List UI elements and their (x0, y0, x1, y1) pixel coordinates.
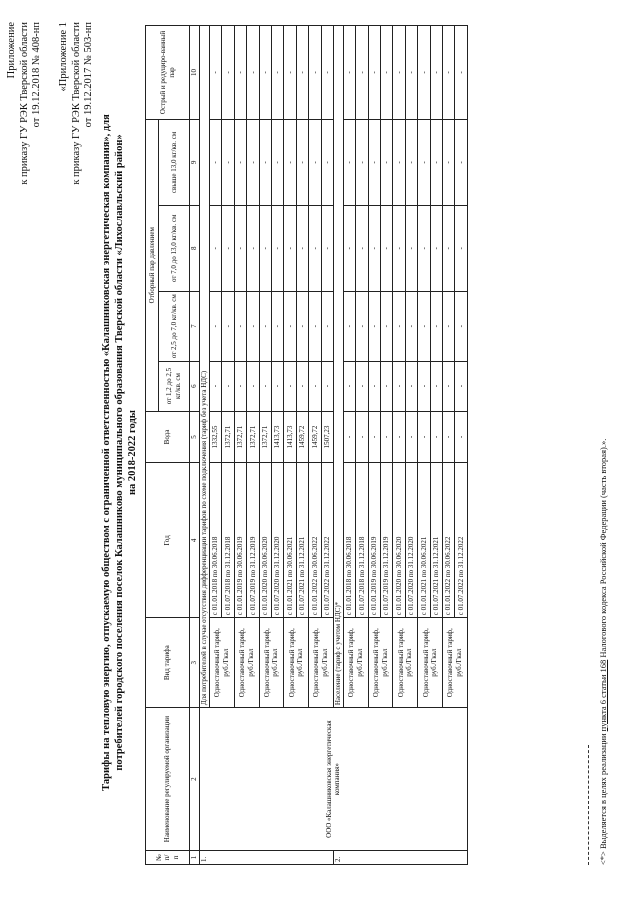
water-value: - (343, 411, 355, 463)
steam-2-value: - (271, 291, 283, 361)
appendix-header (6, 22, 44, 185)
steam-4-value: - (271, 119, 283, 205)
footnote-divider (588, 745, 589, 865)
steam-4-value: - (343, 119, 355, 205)
tariff-period: с 01.07.2019 по 31.12.2019 (381, 463, 393, 618)
steam-4-value: - (455, 119, 467, 205)
tariff-type: Одноставочный тариф, руб./Гкал (368, 618, 393, 708)
tariff-period: с 01.07.2020 по 31.12.2020 (405, 463, 417, 618)
tariff-period: с 01.01.2021 по 30.06.2021 (284, 463, 296, 618)
steam-4-value: - (234, 119, 246, 205)
live-steam-value: - (343, 26, 355, 120)
steam-4-value: - (321, 119, 333, 205)
water-value: - (393, 411, 405, 463)
steam-2-value: - (284, 291, 296, 361)
steam-1-value: - (368, 361, 380, 411)
steam-1-value: - (296, 361, 308, 411)
tariff-period: с 01.07.2021 по 31.12.2021 (296, 463, 308, 618)
steam-2-value: - (405, 291, 417, 361)
tariff-period: с 01.07.2019 по 31.12.2019 (247, 463, 259, 618)
column-number: 4 (190, 463, 200, 618)
live-steam-value: - (381, 26, 393, 120)
title-line: потребителей городского поселения поселок Калашниково муниципального образования Тверской области «Лихославльский район» (114, 134, 125, 771)
footnote (598, 439, 608, 865)
steam-2-value: - (296, 291, 308, 361)
water-value: - (418, 411, 430, 463)
steam-1-value: - (356, 361, 368, 411)
water-value: 1372,71 (247, 411, 259, 463)
steam-2-value: - (455, 291, 467, 361)
order-reference: к приказу ГУ РЭК Тверской области (18, 22, 30, 185)
steam-4-value: - (222, 119, 234, 205)
table-body (200, 26, 468, 865)
steam-3-value: - (234, 205, 246, 291)
col-header-org: Наименование регулируемой организации (146, 708, 190, 851)
section-title: Население (тариф с учетом НДС)* (333, 26, 343, 708)
tariff-type: Одноставочный тариф, руб./Гкал (393, 618, 418, 708)
tariff-period: с 01.01.2018 по 30.06.2018 (210, 463, 222, 618)
column-number: 5 (190, 411, 200, 463)
steam-4-value: - (381, 119, 393, 205)
steam-2-value: - (247, 291, 259, 361)
tariff-type: Одноставочный тариф, руб./Гкал (418, 618, 443, 708)
organization-name: ООО «Калашниковская энергетическая компания» (200, 708, 468, 851)
live-steam-value: - (296, 26, 308, 120)
tariff-table (145, 25, 468, 865)
steam-3-value: - (271, 205, 283, 291)
tariff-type: Одноставочный тариф, руб./Гкал (343, 618, 368, 708)
live-steam-value: - (271, 26, 283, 120)
col-header-steam-1: от 1,2 до 2,5 кг/кв. см (159, 361, 190, 411)
water-value: - (430, 411, 442, 463)
tariff-type: Одноставочный тариф, руб./Гкал (210, 618, 235, 708)
tariff-period: с 01.07.2022 по 31.12.2022 (455, 463, 467, 618)
steam-3-value: - (210, 205, 222, 291)
live-steam-value: - (430, 26, 442, 120)
tariff-type: Одноставочный тариф, руб./Гкал (234, 618, 259, 708)
steam-2-value: - (259, 291, 271, 361)
live-steam-value: - (210, 26, 222, 120)
section-number: 1. (200, 851, 334, 865)
steam-2-value: - (381, 291, 393, 361)
live-steam-value: - (356, 26, 368, 120)
live-steam-value: - (284, 26, 296, 120)
steam-4-value: - (284, 119, 296, 205)
water-value: 1372,71 (234, 411, 246, 463)
steam-1-value: - (247, 361, 259, 411)
tariff-period: с 01.07.2021 по 31.12.2021 (430, 463, 442, 618)
col-header-water: Вода (146, 411, 190, 463)
steam-4-value: - (356, 119, 368, 205)
steam-2-value: - (430, 291, 442, 361)
tariff-period: с 01.01.2022 по 30.06.2022 (443, 463, 455, 618)
water-value: 1459,72 (296, 411, 308, 463)
appendix-label: Приложение (6, 22, 17, 79)
steam-3-value: - (356, 205, 368, 291)
order-date: от 19.12.2018 № 408-нп (31, 22, 42, 128)
tariff-type: Одноставочный тариф, руб./Гкал (443, 618, 468, 708)
steam-1-value: - (222, 361, 234, 411)
water-value: 1507,23 (321, 411, 333, 463)
water-value: - (455, 411, 467, 463)
tariff-period: с 01.07.2022 по 31.12.2022 (321, 463, 333, 618)
steam-1-value: - (430, 361, 442, 411)
tariff-period: с 01.07.2018 по 31.12.2018 (222, 463, 234, 618)
tariff-period: с 01.01.2022 по 30.06.2022 (309, 463, 321, 618)
steam-2-value: - (222, 291, 234, 361)
column-number: 8 (190, 205, 200, 291)
tariff-period: с 01.01.2020 по 30.06.2020 (259, 463, 271, 618)
steam-4-value: - (443, 119, 455, 205)
steam-2-value: - (356, 291, 368, 361)
live-steam-value: - (321, 26, 333, 120)
col-header-steam-2: от 2,5 до 7,0 кг/кв. см (159, 291, 190, 361)
steam-3-value: - (368, 205, 380, 291)
column-number: 10 (190, 26, 200, 120)
steam-4-value: - (309, 119, 321, 205)
steam-3-value: - (343, 205, 355, 291)
live-steam-value: - (418, 26, 430, 120)
steam-3-value: - (418, 205, 430, 291)
steam-3-value: - (455, 205, 467, 291)
section-title: Для потребителей в случае отсутствия дифференциации тарифов по схеме подключения (тариф без учета НДС) (200, 26, 210, 708)
steam-2-value: - (443, 291, 455, 361)
column-number: 7 (190, 291, 200, 361)
water-value: 1459,72 (309, 411, 321, 463)
live-steam-value: - (368, 26, 380, 120)
steam-3-value: - (443, 205, 455, 291)
steam-1-value: - (381, 361, 393, 411)
tariff-period: с 01.01.2020 по 30.06.2020 (393, 463, 405, 618)
steam-1-value: - (271, 361, 283, 411)
tariff-period: с 01.07.2018 по 31.12.2018 (356, 463, 368, 618)
column-number-row (190, 26, 200, 865)
col-header-year: Год (146, 463, 190, 618)
steam-2-value: - (321, 291, 333, 361)
col-header-live-steam: Острый и редуциро-ванный пар (146, 26, 190, 120)
steam-3-value: - (321, 205, 333, 291)
steam-1-value: - (321, 361, 333, 411)
section-number: 2. (333, 851, 467, 865)
steam-1-value: - (284, 361, 296, 411)
section-row (200, 26, 210, 865)
steam-2-value: - (418, 291, 430, 361)
col-header-num: № п/ п (146, 851, 190, 865)
steam-3-value: - (381, 205, 393, 291)
steam-4-value: - (210, 119, 222, 205)
footnote-text: <*> Выделяется в целях реализации (598, 731, 608, 865)
steam-1-value: - (393, 361, 405, 411)
live-steam-value: - (234, 26, 246, 120)
steam-4-value: - (405, 119, 417, 205)
steam-1-value: - (443, 361, 455, 411)
steam-3-value: - (309, 205, 321, 291)
col-header-type: Вид тарифа (146, 618, 190, 708)
water-value: 1372,71 (222, 411, 234, 463)
table-header (146, 26, 200, 865)
title-line: Тарифы на тепловую энергию, отпускаемую обществом с ограниченной ответственностью «Калашниковская энергетическая компания», для (101, 114, 112, 791)
tariff-type: Одноставочный тариф, руб./Гкал (259, 618, 284, 708)
tariff-period: с 01.01.2021 по 30.06.2021 (418, 463, 430, 618)
water-value: - (405, 411, 417, 463)
steam-3-value: - (284, 205, 296, 291)
steam-3-value: - (296, 205, 308, 291)
tariff-period: с 01.01.2018 по 30.06.2018 (343, 463, 355, 618)
water-value: - (381, 411, 393, 463)
steam-2-value: - (393, 291, 405, 361)
column-number: 3 (190, 618, 200, 708)
appendix-label: «Приложение 1 (58, 22, 69, 92)
live-steam-value: - (443, 26, 455, 120)
live-steam-value: - (247, 26, 259, 120)
tariff-period: с 01.01.2019 по 30.06.2019 (368, 463, 380, 618)
steam-1-value: - (210, 361, 222, 411)
water-value: 1372,71 (259, 411, 271, 463)
column-number: 9 (190, 119, 200, 205)
steam-2-value: - (309, 291, 321, 361)
order-date: от 19.12.2017 № 503-нп (83, 22, 94, 128)
col-header-steam: Отборный пар давлением (146, 119, 159, 411)
tariff-type: Одноставочный тариф, руб./Гкал (309, 618, 334, 708)
steam-2-value: - (234, 291, 246, 361)
steam-1-value: - (405, 361, 417, 411)
tariff-type: Одноставочный тариф, руб./Гкал (284, 618, 309, 708)
steam-2-value: - (343, 291, 355, 361)
water-value: 1413,73 (284, 411, 296, 463)
water-value: 1332,55 (210, 411, 222, 463)
col-header-steam-3: от 7,0 до 13,0 кг/кв. см (159, 205, 190, 291)
footnote-law-link[interactable]: пункта 6 статьи 168 (598, 659, 608, 732)
water-value: 1413,73 (271, 411, 283, 463)
column-number: 2 (190, 708, 200, 851)
water-value: - (443, 411, 455, 463)
steam-4-value: - (393, 119, 405, 205)
live-steam-value: - (222, 26, 234, 120)
title-line: на 2018-2022 годы (127, 410, 138, 496)
live-steam-value: - (259, 26, 271, 120)
steam-2-value: - (210, 291, 222, 361)
steam-1-value: - (309, 361, 321, 411)
steam-3-value: - (393, 205, 405, 291)
column-number: 6 (190, 361, 200, 411)
water-value: - (368, 411, 380, 463)
appendix-header-previous (58, 22, 96, 185)
column-number: 1 (190, 851, 200, 865)
steam-4-value: - (296, 119, 308, 205)
steam-1-value: - (343, 361, 355, 411)
steam-3-value: - (259, 205, 271, 291)
steam-1-value: - (418, 361, 430, 411)
live-steam-value: - (393, 26, 405, 120)
steam-4-value: - (259, 119, 271, 205)
col-header-steam-4: свыше 13,0 кг/кв. см (159, 119, 190, 205)
steam-1-value: - (259, 361, 271, 411)
steam-3-value: - (222, 205, 234, 291)
live-steam-value: - (455, 26, 467, 120)
steam-4-value: - (418, 119, 430, 205)
steam-4-value: - (368, 119, 380, 205)
live-steam-value: - (405, 26, 417, 120)
steam-3-value: - (405, 205, 417, 291)
steam-1-value: - (455, 361, 467, 411)
steam-4-value: - (430, 119, 442, 205)
steam-2-value: - (368, 291, 380, 361)
steam-3-value: - (247, 205, 259, 291)
live-steam-value: - (309, 26, 321, 120)
order-reference: к приказу ГУ РЭК Тверской области (70, 22, 82, 185)
steam-1-value: - (234, 361, 246, 411)
document-title (100, 20, 139, 885)
water-value: - (356, 411, 368, 463)
tariff-period: с 01.01.2019 по 30.06.2019 (234, 463, 246, 618)
tariff-period: с 01.07.2020 по 31.12.2020 (271, 463, 283, 618)
steam-4-value: - (247, 119, 259, 205)
footnote-text-end: Налогового кодекса Российской Федерации (часть вторая).». (598, 438, 608, 660)
steam-3-value: - (430, 205, 442, 291)
